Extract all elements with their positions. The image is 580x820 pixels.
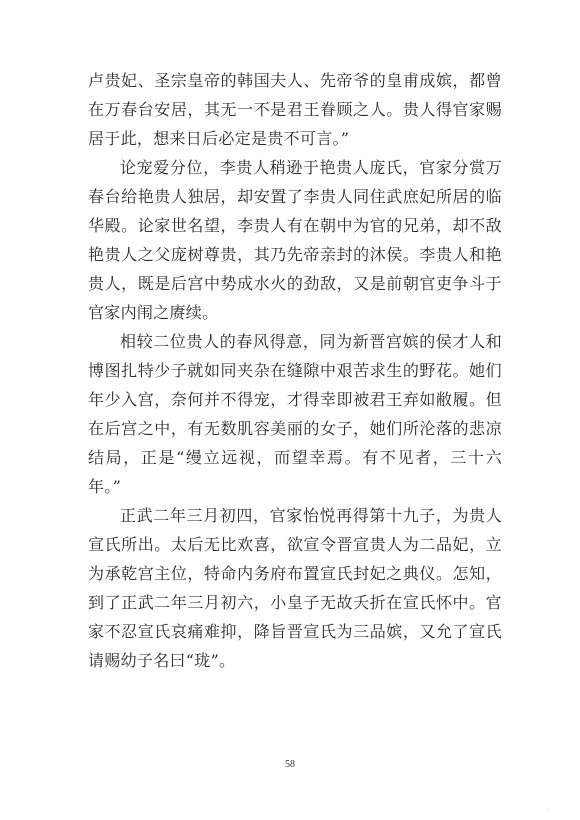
- paragraph-1: 卢贵妃、圣宗皇帝的韩国夫人、先帝爷的皇甫成嫔，都曾在万春台安居，其无一不是君王眷顾之人。贵人得官家赐居于此，想来日后必定是贵不可言。”: [88, 71, 502, 148]
- paragraph-3: 相较二位贵人的春风得意，同为新晋宫嫔的侯才人和博图扎特少子就如同夹杂在缝隙中艰苦求生的野花。她们年少入宫，奈何并不得宠，才得幸即被君王弃如敝履。但在后宫之中，有无数肌容美丽的女子，她们所沦落的悲凉结局，正是“缦立远视，而望幸焉。有不见者，三十六年。”: [88, 332, 502, 496]
- corner-mark-icon: ◦: [545, 805, 551, 815]
- paragraph-4: 正武二年三月初四，官家怡悦再得第十九子，为贵人宣氏所出。太后无比欢喜，欲宣令晋宣贵人为二品妃，立为承乾宫主位，特命内务府布置宣氏封妃之典仪。怎知，到了正武二年三月初六，小皇子无故夭折在宣氏怀中。官家不忍宣氏哀痛难抑，降旨晋宣氏为三品嫔，又允了宣氏请赐幼子名曰“珑”。: [88, 506, 502, 670]
- page-number: 58: [285, 759, 295, 770]
- body-text: [88, 66, 502, 675]
- paragraph-2: 论宠爱分位，李贵人稍逊于艳贵人庞氏，官家分赏万春台给艳贵人独居，却安置了李贵人同住武庶妃所居的临华殿。论家世名望，李贵人有在朝中为官的兄弟，却不敌艳贵人之父庞树尊贵，其乃先帝亲封的沐侯。李贵人和艳贵人，既是后宫中势成水火的劲敌，又是前朝官吏争斗于官家内闱之赓续。: [88, 158, 502, 322]
